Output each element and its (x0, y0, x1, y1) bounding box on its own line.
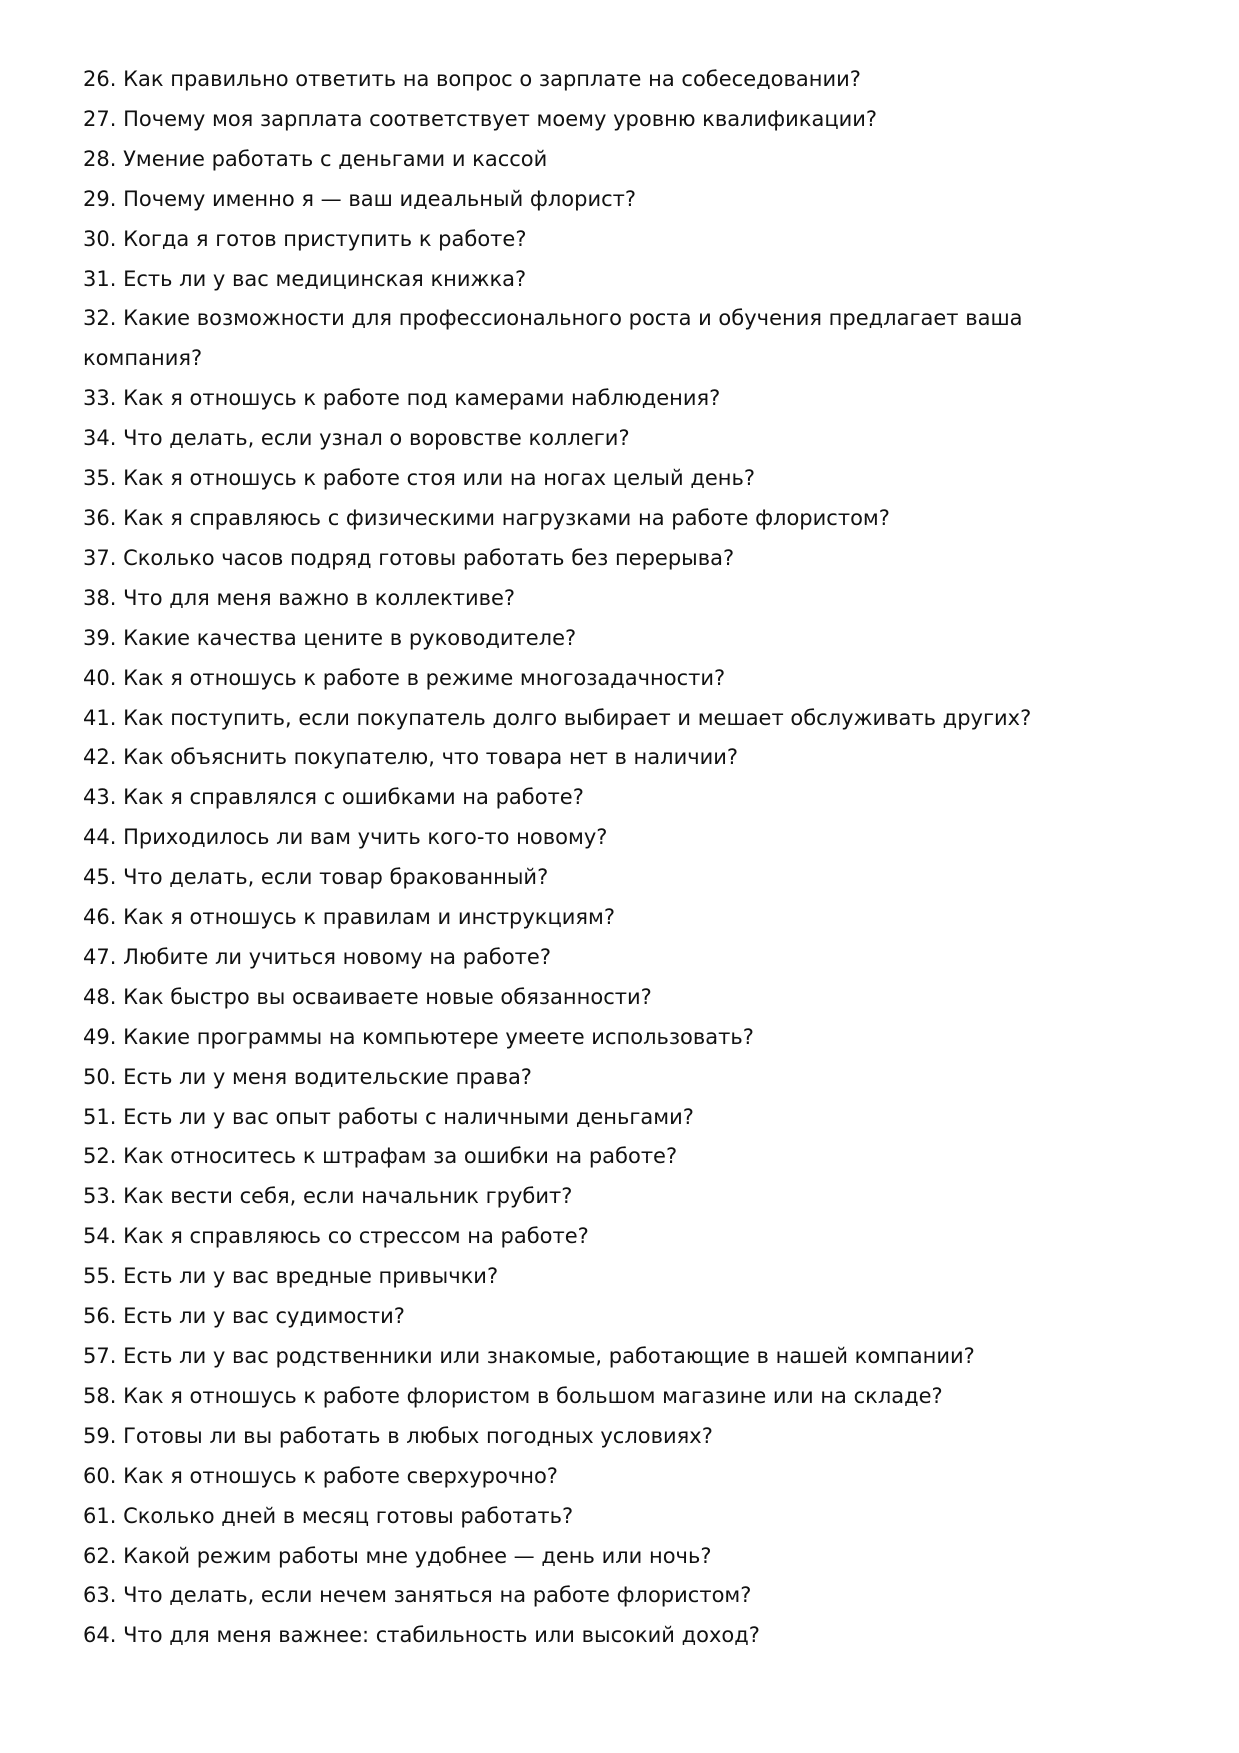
question-item: 49. Какие программы на компьютере умеете использовать? (83, 1024, 754, 1049)
question-item: 56. Есть ли у вас судимости? (83, 1304, 405, 1329)
question-item: 44. Приходилось ли вам учить кого-то новому? (83, 825, 608, 850)
question-item: 28. Умение работать с деньгами и кассой (83, 146, 548, 171)
question-item: 54. Как я справляюсь со стрессом на работе? (83, 1224, 589, 1249)
question-list (83, 60, 1083, 1656)
question-item: 30. Когда я готов приступить к работе? (83, 226, 527, 251)
question-item: 52. Как относитесь к штрафам за ошибки на работе? (83, 1144, 678, 1169)
question-item: 43. Как я справлялся с ошибками на работе? (83, 785, 584, 810)
question-item: 42. Как объяснить покупателю, что товара нет в наличии? (83, 745, 739, 770)
question-item: 45. Что делать, если товар бракованный? (83, 865, 549, 890)
question-item: 59. Готовы ли вы работать в любых погодных условиях? (83, 1423, 713, 1448)
question-item: 35. Как я отношусь к работе стоя или на ногах целый день? (83, 466, 756, 491)
question-item: 46. Как я отношусь к правилам и инструкциям? (83, 905, 616, 930)
question-item: 48. Как быстро вы осваиваете новые обязанности? (83, 984, 652, 1009)
question-item: 55. Есть ли у вас вредные привычки? (83, 1264, 499, 1289)
question-item: 31. Есть ли у вас медицинская книжка? (83, 266, 527, 291)
question-item: 34. Что делать, если узнал о воровстве коллеги? (83, 426, 630, 451)
question-item: 61. Сколько дней в месяц готовы работать? (83, 1503, 574, 1528)
question-item: 64. Что для меня важнее: стабильность или высокий доход? (83, 1623, 760, 1648)
question-item: 51. Есть ли у вас опыт работы с наличными деньгами? (83, 1104, 694, 1129)
question-item: 37. Сколько часов подряд готовы работать без перерыва? (83, 545, 735, 570)
question-item: 36. Как я справляюсь с физическими нагрузками на работе флористом? (83, 505, 890, 530)
question-item: 60. Как я отношусь к работе сверхурочно? (83, 1463, 558, 1488)
question-item: 57. Есть ли у вас родственники или знакомые, работающие в нашей компании? (83, 1344, 975, 1368)
question-item: 39. Какие качества цените в руководителе? (83, 625, 577, 650)
question-item: 50. Есть ли у меня водительские права? (83, 1064, 532, 1089)
question-item: 47. Любите ли учиться новому на работе? (83, 944, 551, 969)
question-item: 58. Как я отношусь к работе флористом в большом магазине или на складе? (83, 1383, 943, 1408)
question-item: 62. Какой режим работы мне удобнее — день или ночь? (83, 1543, 712, 1568)
question-item: 29. Почему именно я — ваш идеальный флорист? (83, 186, 637, 211)
question-item: 26. Как правильно ответить на вопрос о зарплате на собеседовании? (83, 67, 861, 91)
question-item: 40. Как я отношусь к работе в режиме многозадачности? (83, 665, 726, 690)
question-item: 32. Какие возможности для профессионального роста и обучения предлагает ваша компания? (83, 306, 1023, 371)
question-item: 27. Почему моя зарплата соответствует моему уровню квалификации? (83, 106, 878, 131)
question-item: 33. Как я отношусь к работе под камерами наблюдения? (83, 386, 721, 411)
question-item: 53. Как вести себя, если начальник грубит? (83, 1184, 573, 1209)
question-item: 38. Что для меня важно в коллективе? (83, 585, 516, 610)
question-item: 41. Как поступить, если покупатель долго выбирает и мешает обслуживать других? (83, 705, 1032, 730)
question-item: 63. Что делать, если нечем заняться на работе флористом? (83, 1583, 752, 1608)
